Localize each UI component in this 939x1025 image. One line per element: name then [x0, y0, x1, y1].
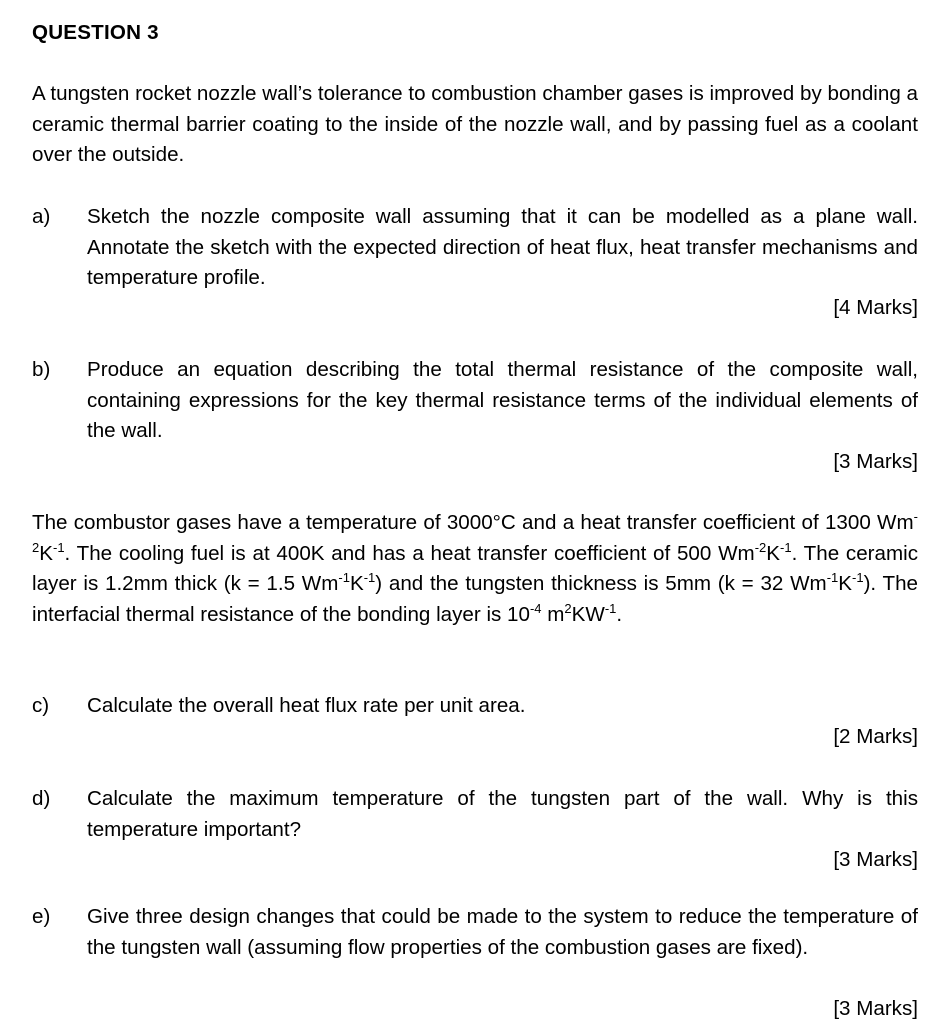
question-heading: QUESTION 3: [32, 21, 159, 44]
part-a-marks: [4 Marks]: [833, 296, 918, 319]
data-text: m: [547, 603, 565, 627]
part-d-marks: [3 Marks]: [833, 848, 918, 871]
data-text: The combustor gases have a temperature of 3000°C and a heat transfer coefficient of 1300 Wm: [32, 511, 914, 534]
data-paragraph: [32, 508, 918, 631]
part-a-label: a): [32, 205, 51, 228]
intro-paragraph: A tungsten rocket nozzle wall’s tolerance to combustion chamber gases is improved by bonding a ceramic thermal barrier coating to the inside of the nozzle wall, and by passing fuel as a coolant over the outside.: [32, 82, 918, 167]
part-c-text: Calculate the overall heat flux rate per unit area.: [87, 694, 526, 717]
data-text: K: [838, 572, 852, 596]
part-e-label: e): [32, 905, 51, 928]
part-b-text: Produce an equation describing the total thermal resistance of the composite wall, containing expressions for the key thermal resistance terms of the individual elements of the wall.: [87, 358, 918, 443]
part-d-text: Calculate the maximum temperature of the tungsten part of the wall. Why is this temperature important?: [87, 787, 918, 841]
data-text: .: [616, 603, 623, 627]
data-text: K: [766, 541, 780, 565]
exponent: -1: [780, 539, 792, 555]
part-b-marks: [3 Marks]: [833, 450, 918, 473]
exponent: -1: [52, 539, 65, 555]
exponent: -1: [338, 570, 350, 586]
part-a-text: Sketch the nozzle composite wall assuming that it can be modelled as a plane wall. Annotate the sketch with the expected direction of heat flux, heat transfer mechanisms and temperature profile.: [87, 205, 918, 290]
exponent: 2: [564, 601, 572, 617]
part-e-marks: [3 Marks]: [833, 997, 918, 1020]
exponent: -1: [363, 570, 376, 586]
part-c-label: c): [32, 694, 50, 717]
data-text: . The ceramic layer is 1.2mm thick (k = 1.5 Wm: [32, 541, 918, 596]
data-text: ). The interfacial thermal resistance of the bonding layer is 10: [32, 572, 918, 627]
exponent: -1: [604, 601, 617, 617]
data-text: K: [39, 541, 53, 565]
data-text: K: [349, 572, 364, 596]
exponent: -2: [32, 509, 918, 555]
exponent: -1: [852, 570, 864, 586]
data-text: ) and the tungsten thickness is 5mm (k = 32 Wm: [375, 572, 827, 596]
exponent: -4: [529, 601, 542, 617]
part-c-marks: [2 Marks]: [833, 725, 918, 748]
part-b-label: b): [32, 358, 51, 381]
exponent: -2: [754, 539, 767, 555]
data-text: KW: [571, 603, 605, 627]
exponent: -1: [826, 570, 839, 586]
part-e-text: Give three design changes that could be made to the system to reduce the temperature of the tungsten wall (assuming flow properties of the combustion gases are fixed).: [87, 905, 918, 959]
data-text: . The cooling fuel is at 400K and has a heat transfer coefficient of 500 Wm: [64, 541, 755, 565]
part-d-label: d): [32, 787, 51, 810]
